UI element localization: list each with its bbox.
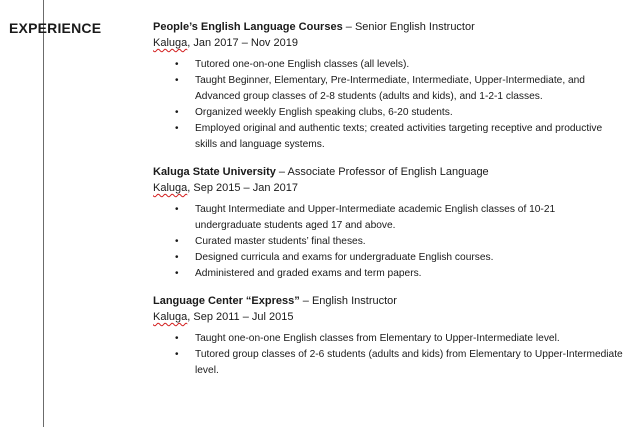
job-title-line (153, 19, 623, 35)
job-location-dates (153, 180, 623, 196)
bullet-icon: • (175, 349, 179, 360)
duty-item (153, 57, 623, 73)
job-city: Kaluga (153, 182, 188, 194)
job-city: Kaluga (153, 37, 188, 49)
duty-item (153, 266, 623, 282)
experience-list (153, 19, 623, 390)
title-separator: – (275, 166, 288, 178)
section-divider-line (43, 0, 44, 427)
section-heading-experience: EXPERIENCE (9, 20, 102, 36)
duty-item (153, 73, 623, 105)
duty-text: Employed original and authentic texts; created activities targeting receptive and productive skills and language systems. (195, 123, 603, 150)
duty-item (153, 105, 623, 121)
duty-text: Taught Beginner, Elementary, Pre-Intermediate, Intermediate, Upper-Intermediate, and Advanced group classes of 2-8 students (adults and kids), and 1-2-1 classes. (195, 75, 585, 102)
duty-text: Tutored one-on-one English classes (all levels). (195, 59, 410, 70)
bullet-icon: • (175, 252, 179, 263)
job-duties (153, 57, 623, 153)
duty-item (153, 250, 623, 266)
bullet-icon: • (175, 75, 179, 86)
duty-item (153, 331, 623, 347)
organization-name: Language Center “Express” (153, 295, 300, 307)
job-entry (153, 293, 623, 379)
bullet-icon: • (175, 333, 179, 344)
job-entry (153, 19, 623, 153)
duty-text: Curated master students’ final theses. (195, 236, 366, 247)
job-role: Senior English Instructor (354, 21, 475, 33)
job-title-line (153, 164, 623, 180)
job-dates: , Sep 2011 – Jul 2015 (187, 311, 294, 323)
job-dates: , Jan 2017 – Nov 2019 (187, 37, 298, 49)
duty-text: Taught Intermediate and Upper-Intermediate academic English classes of 10-21 undergraduate students aged 17 and above. (195, 204, 556, 231)
job-title-line (153, 293, 623, 309)
duty-item (153, 121, 623, 153)
duty-text: Designed curricula and exams for undergraduate English courses. (195, 252, 494, 263)
organization-name: People’s English Language Courses (153, 21, 343, 33)
job-duties (153, 331, 623, 379)
duty-text: Taught one-on-one English classes from Elementary to Upper-Intermediate level. (195, 333, 560, 344)
job-location-dates (153, 309, 623, 325)
bullet-icon: • (175, 107, 179, 118)
duty-text: Tutored group classes of 2-6 students (adults and kids) from Elementary to Upper-Intermediate level. (195, 349, 623, 376)
job-entry (153, 164, 623, 282)
bullet-icon: • (175, 236, 179, 247)
organization-name: Kaluga State University (153, 166, 276, 178)
bullet-icon: • (175, 268, 179, 279)
title-separator: – (342, 21, 355, 33)
bullet-icon: • (175, 59, 179, 70)
bullet-icon: • (175, 204, 179, 215)
job-duties (153, 202, 623, 282)
duty-item (153, 347, 623, 379)
duty-item (153, 202, 623, 234)
job-role: Associate Professor of English Language (287, 166, 489, 178)
duty-item (153, 234, 623, 250)
title-separator: – (299, 295, 312, 307)
job-city: Kaluga (153, 311, 188, 323)
duty-text: Administered and graded exams and term papers. (195, 268, 422, 279)
bullet-icon: • (175, 123, 179, 134)
job-location-dates (153, 35, 623, 51)
job-dates: , Sep 2015 – Jan 2017 (187, 182, 298, 194)
job-role: English Instructor (311, 295, 397, 307)
duty-text: Organized weekly English speaking clubs, 6-20 students. (195, 107, 453, 118)
